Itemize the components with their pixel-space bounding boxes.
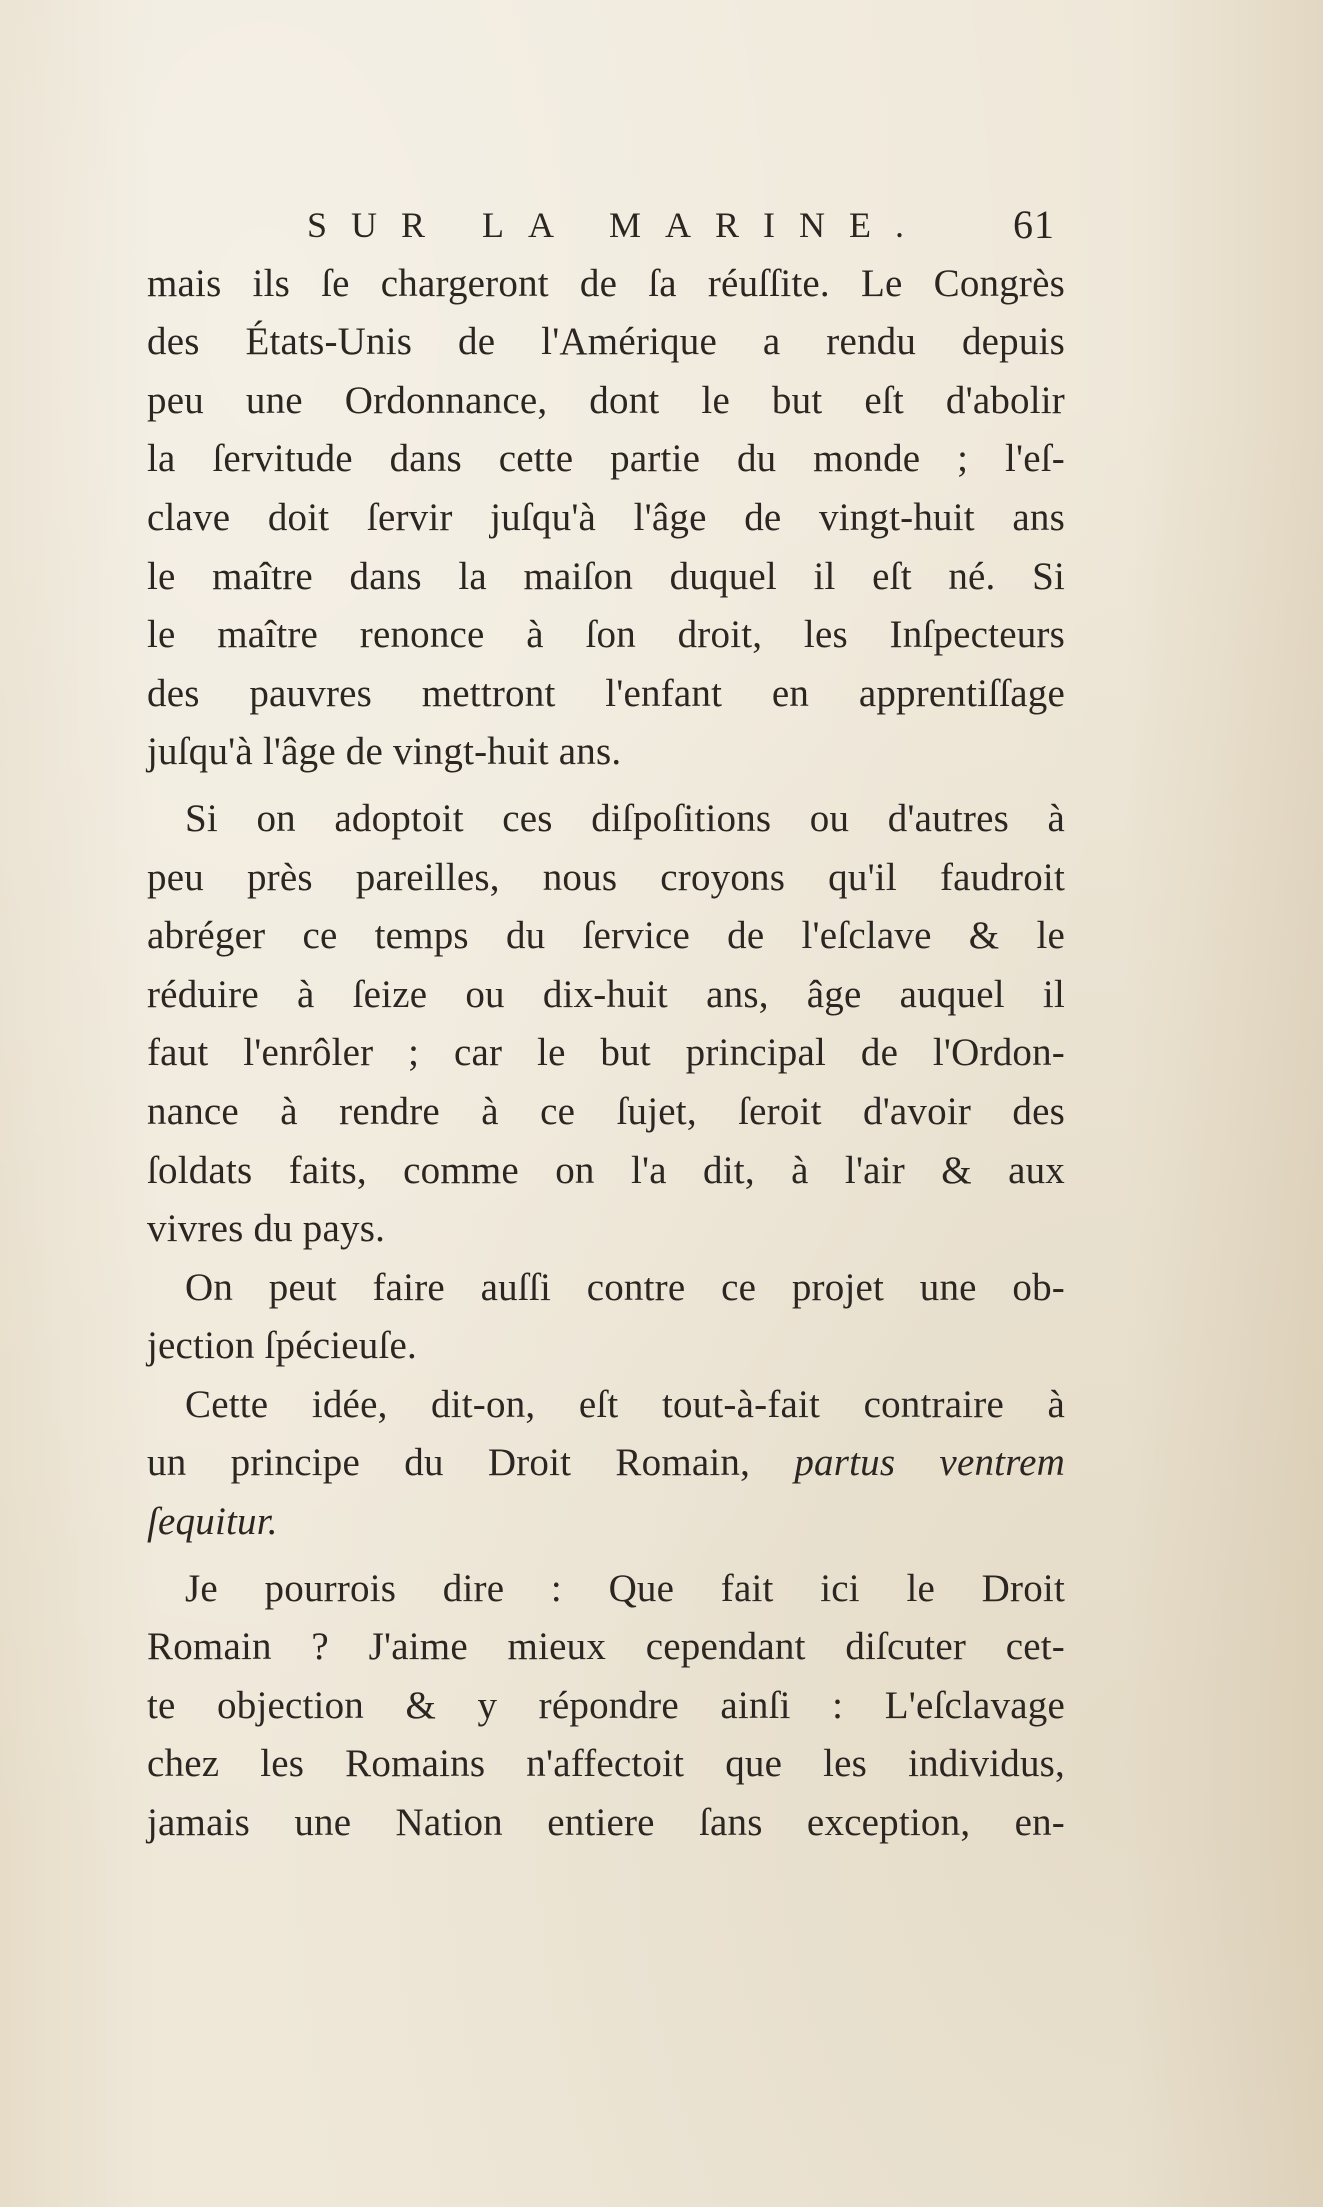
paragraph-2 bbox=[147, 790, 1065, 1259]
running-head-title: SUR LA MARINE. bbox=[307, 205, 929, 245]
text-line bbox=[147, 1493, 1065, 1552]
text-line: Si on adoptoit ces diſpoſitions ou d'autres à bbox=[185, 796, 1065, 840]
text-line: peu une Ordonnance, dont le but eſt d'abolir bbox=[147, 378, 1065, 422]
text-line: clave doit ſervir juſqu'à l'âge de vingt-huit ans bbox=[147, 495, 1065, 539]
text-line: des États-Unis de l'Amérique a rendu depuis bbox=[147, 320, 1065, 364]
text-line: ſoldats faits, comme on l'a dit, à l'air & aux bbox=[147, 1148, 1065, 1192]
text-line: des pauvres mettront l'enfant en apprentiſſage bbox=[147, 671, 1065, 715]
text-line: abréger ce temps du ſervice de l'eſclave & le bbox=[147, 914, 1065, 958]
text-line: Romain ? J'aime mieux cependant diſcuter cet- bbox=[147, 1625, 1065, 1669]
text-line bbox=[147, 1434, 1065, 1493]
text-line: nance à rendre à ce ſujet, ſeroit d'avoir des bbox=[147, 1089, 1065, 1133]
text-line: peu près pareilles, nous croyons qu'il faudroit bbox=[147, 855, 1065, 899]
text-line: chez les Romains n'affectoit que les individus, bbox=[147, 1742, 1065, 1786]
text-line: vivres du pays. bbox=[147, 1207, 386, 1251]
text-line: le maître dans la maiſon duquel il eſt né. Si bbox=[147, 554, 1065, 598]
text-line: la ſervitude dans cette partie du monde ; l'eſ- bbox=[147, 437, 1065, 481]
text-line: réduire à ſeize ou dix-huit ans, âge auquel il bbox=[147, 972, 1065, 1016]
paragraph-5 bbox=[147, 1560, 1065, 1853]
paragraph-1 bbox=[147, 255, 1065, 782]
text-line: faut l'enrôler ; car le but principal de l'Ordon- bbox=[147, 1031, 1065, 1075]
text-line: Je pourrois dire : Que fait ici le Droit bbox=[185, 1566, 1065, 1610]
text-line: le maître renonce à ſon droit, les Inſpecteurs bbox=[147, 613, 1065, 657]
text-line: jamais une Nation entiere ſans exception, en- bbox=[147, 1801, 1065, 1845]
text-line: On peut faire auſſi contre ce projet une ob- bbox=[185, 1265, 1065, 1309]
paragraph-3 bbox=[147, 1259, 1065, 1376]
latin-phrase: partus ventrem bbox=[794, 1441, 1065, 1485]
running-head bbox=[147, 196, 1065, 255]
text-line: jection ſpécieuſe. bbox=[147, 1324, 417, 1368]
text-line: mais ils ſe chargeront de ſa réuſſite. Le Congrès bbox=[147, 261, 1065, 305]
page-number: 61 bbox=[1013, 202, 1055, 247]
text-run: un principe du Droit Romain, bbox=[147, 1441, 795, 1485]
paragraph-4 bbox=[147, 1376, 1065, 1552]
text-line: Cette idée, dit-on, eſt tout-à-fait contraire à bbox=[185, 1382, 1065, 1426]
latin-phrase: ſequitur. bbox=[147, 1500, 278, 1544]
text-line: juſqu'à l'âge de vingt-huit ans. bbox=[147, 730, 622, 774]
text-block bbox=[147, 196, 1065, 1853]
text-line: te objection & y répondre ainſi : L'eſclavage bbox=[147, 1683, 1065, 1727]
